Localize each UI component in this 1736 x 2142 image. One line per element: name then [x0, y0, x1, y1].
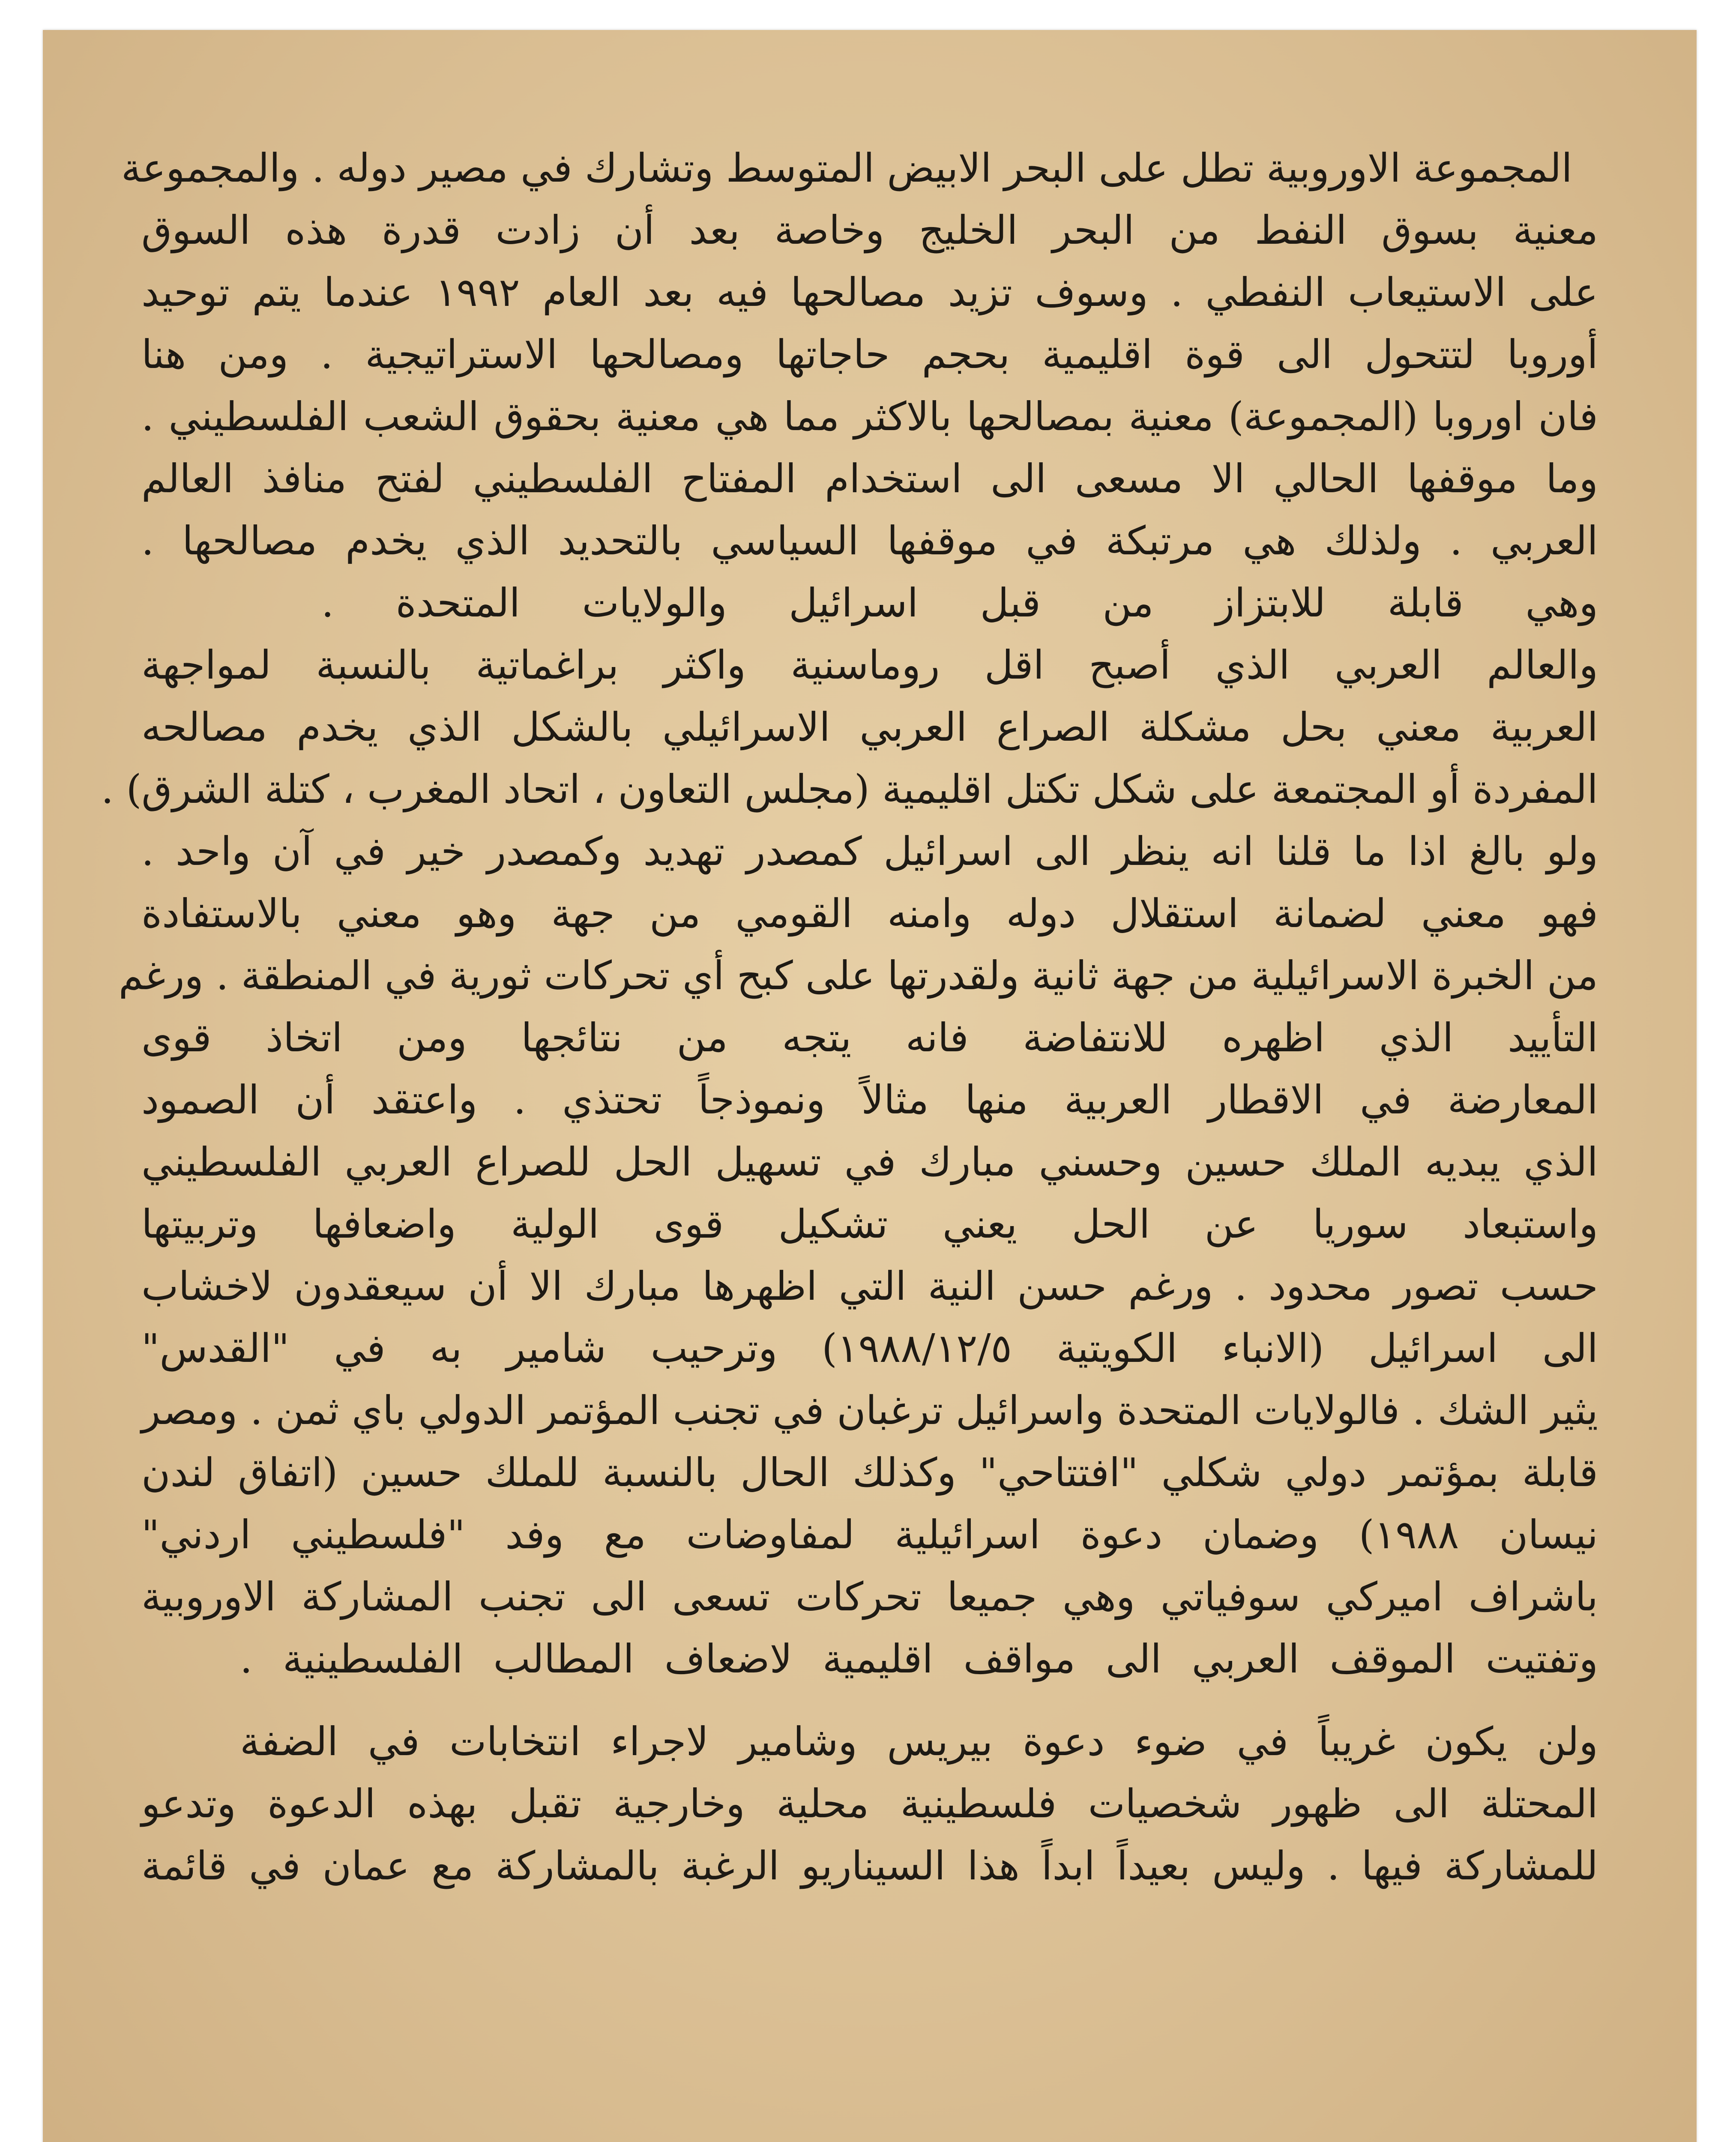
text-line: ولن يكون غريباً في ضوء دعوة بيريس وشامير لاجراء انتخابات في الضفة — [240, 1719, 1598, 1765]
text-line: المفردة أو المجتمعة على شكل تكتل اقليمية (مجلس التعاون ، اتحاد المغرب ، كتلة الشرق) . — [101, 766, 1598, 812]
text-line: باشراف اميركي سوفياتي وهي جميعا تحركات تسعى الى تجنب المشاركة الاوروبية — [141, 1574, 1598, 1620]
text-line: حسب تصور محدود . ورغم حسن النية التي اظهرها مبارك الا أن سيعقدون لاخشاب — [141, 1263, 1598, 1309]
text-line: الى اسرائيل (الانباء الكويتية ١٩٨٨/١٢/٥) وترحيب شامير به في "القدس" — [141, 1325, 1598, 1371]
text-line: واستبعاد سوريا عن الحل يعني تشكيل قوى الولية واضعافها وتربيتها — [141, 1201, 1598, 1247]
text-line: للمشاركة فيها . وليس بعيداً ابداً هذا السيناريو الرغبة بالمشاركة مع عمان في قائمة — [141, 1843, 1598, 1889]
text-line: العربي . ولذلك هي مرتبكة في موقفها السياسي بالتحديد الذي يخدم مصالحها . — [141, 518, 1598, 564]
text-line: على الاستيعاب النفطي . وسوف تزيد مصالحها فيه بعد العام ١٩٩٢ عندما يتم توحيد — [141, 269, 1598, 315]
text-line: وما موقفها الحالي الا مسعى الى استخدام المفتاح الفلسطيني لفتح منافذ العالم — [141, 456, 1598, 502]
manuscript-page — [43, 30, 1697, 2142]
text-line: وهي قابلة للابتزاز من قبل اسرائيل والولايات المتحدة . — [321, 580, 1598, 626]
text-line: فهو معني لضمانة استقلال دوله وامنه القومي من جهة وهو معني بالاستفادة — [141, 891, 1598, 936]
text-line: قابلة بمؤتمر دولي شكلي "افتتاحي" وكذلك الحال بالنسبة للملك حسين (اتفاق لندن — [141, 1450, 1598, 1496]
text-line: يثير الشك . فالولايات المتحدة واسرائيل ترغبان في تجنب المؤتمر الدولي باي ثمن . ومصر — [141, 1388, 1598, 1433]
text-line: فان اوروبا (المجموعة) معنية بمصالحها بالاكثر مما هي معنية بحقوق الشعب الفلسطيني . — [141, 394, 1598, 440]
text-line: ولو بالغ اذا ما قلنا انه ينظر الى اسرائيل كمصدر تهديد وكمصدر خير في آن واحد . — [141, 829, 1598, 874]
text-line: من الخبرة الاسرائيلية من جهة ثانية ولقدرتها على كبح أي تحركات ثورية في المنطقة . ورغم — [118, 953, 1598, 999]
text-line: المحتلة الى ظهور شخصيات فلسطينية محلية وخارجية تقبل بهذه الدعوة وتدعو — [141, 1781, 1598, 1827]
text-line: العربية معني بحل مشكلة الصراع العربي الاسرائيلي بالشكل الذي يخدم مصالحه — [141, 704, 1598, 750]
text-line: المعارضة في الاقطار العربية منها مثالاً ونموذجاً تحتذي . واعتقد أن الصمود — [141, 1077, 1598, 1123]
text-line: معنية بسوق النفط من البحر الخليج وخاصة بعد أن زادت قدرة هذه السوق — [141, 207, 1598, 253]
text-line: الذي يبديه الملك حسين وحسني مبارك في تسهيل الحل للصراع العربي الفلسطيني — [141, 1139, 1598, 1185]
text-line: وتفتيت الموقف العربي الى مواقف اقليمية لاضعاف المطالب الفلسطينية . — [240, 1636, 1598, 1682]
text-line: نيسان ١٩٨٨) وضمان دعوة اسرائيلية لمفاوضات مع وفد "فلسطيني اردني" — [141, 1512, 1598, 1558]
text-line: المجموعة الاوروبية تطل على البحر الابيض المتوسط وتشارك في مصير دوله . والمجموعة — [121, 145, 1572, 191]
handwritten-text-body — [101, 137, 1598, 1897]
text-line: أوروبا لتتحول الى قوة اقليمية بحجم حاجاتها ومصالحها الاستراتيجية . ومن هنا — [141, 332, 1598, 377]
paragraph-gap — [141, 1690, 1598, 1711]
text-line: والعالم العربي الذي أصبح اقل روماسنية واكثر براغماتية بالنسبة لمواجهة — [141, 642, 1598, 688]
text-line: التأييد الذي اظهره للانتفاضة فانه يتجه من نتائجها ومن اتخاذ قوى — [141, 1015, 1598, 1061]
